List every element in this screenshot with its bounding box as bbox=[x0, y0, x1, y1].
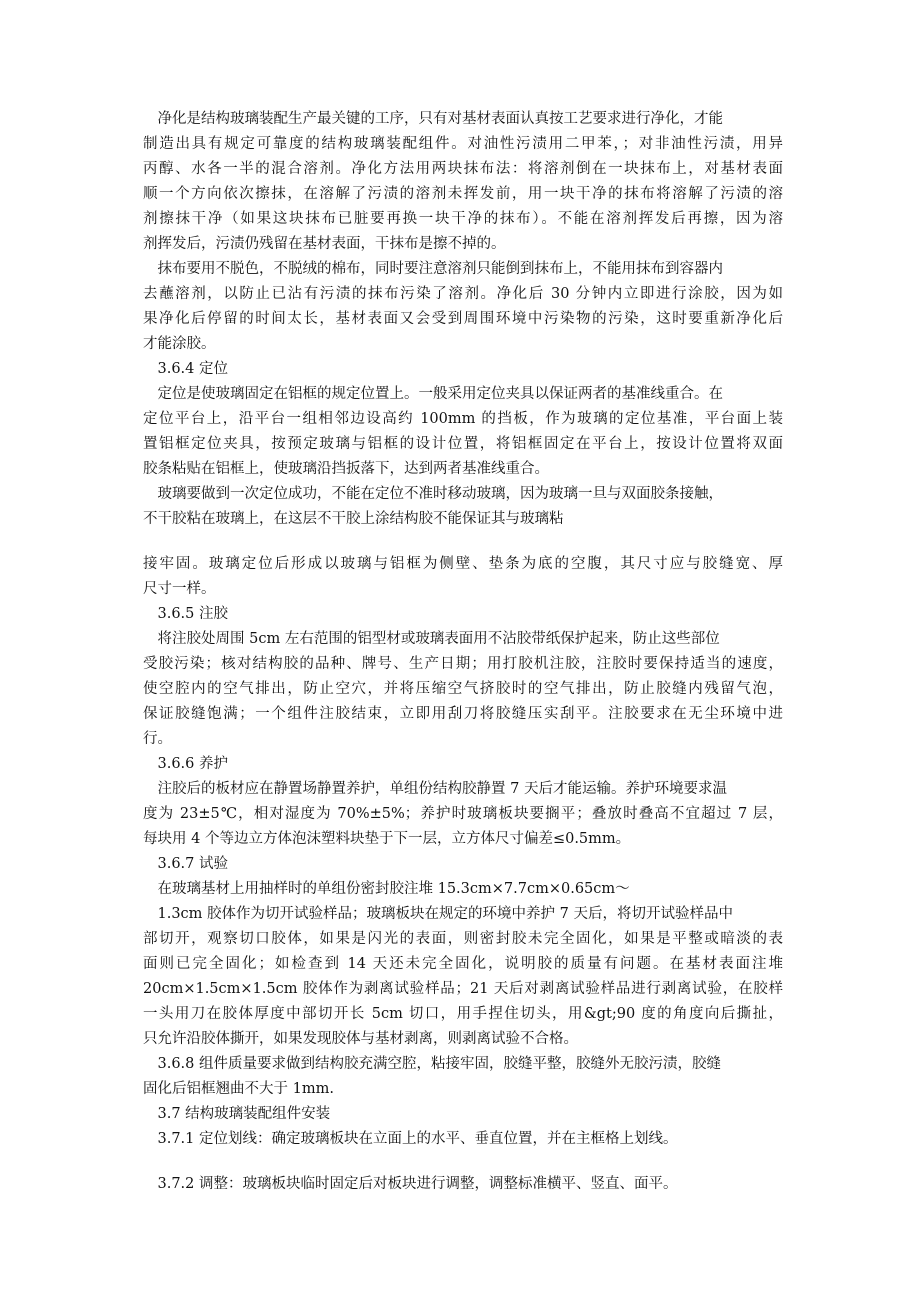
text-line: 1.3cm 胶体作为切开试验样品；玻璃板块在规定的环境中养护 7 天后，将切开试验样品中 bbox=[143, 906, 733, 922]
section-heading: 3.7 结构玻璃装配组件安装 bbox=[143, 1106, 331, 1122]
text-line: 抹布要用不脱色，不脱绒的棉布，同时要注意溶剂只能倒到抹布上，不能用抹布到容器内 bbox=[143, 261, 723, 277]
text-line: 定位是使玻璃固定在铝框的规定位置上。一般采用定位夹具以保证两者的基准线重合。在 bbox=[143, 386, 723, 402]
section-heading: 3.6.4 定位 bbox=[143, 361, 229, 377]
text-line: 置铝框定位夹具，按预定玻璃与铝框的设计位置，将铝框固定在平台上，按设计位置将双面 bbox=[143, 436, 783, 452]
text-line: 只允许沿胶体撕开，如果发现胶体与基材剥离，则剥离试验不合格。 bbox=[143, 1031, 578, 1047]
text-line: 胶条粘贴在铝框上，使玻璃沿挡扳落下，达到两者基准线重合。 bbox=[143, 461, 549, 477]
text-line: 净化是结构玻璃装配生产最关键的工序，只有对基材表面认真按工艺要求进行净化，才能 bbox=[143, 111, 723, 127]
text-line: 面则已完全固化；如检查到 14 天还未完全固化，说明胶的质量有问题。在基材表面注堆 bbox=[143, 956, 783, 972]
section-heading: 3.6.7 试验 bbox=[143, 856, 229, 872]
text-line: 才能涂胶。 bbox=[143, 336, 216, 352]
text-line: 在玻璃基材上用抽样时的单组份密封胶注堆 15.3cm×7.7cm×0.65cm～ bbox=[143, 881, 630, 897]
text-line: 度为 23±5℃，相对湿度为 70%±5%；养护时玻璃板块要搁平；叠放时叠高不宜超过 7 层， bbox=[143, 806, 783, 822]
section-heading: 3.6.6 养护 bbox=[143, 756, 229, 772]
text-line: 定位平台上，沿平台一组相邻边设高约 100mm 的挡板，作为玻璃的定位基准，平台面上装 bbox=[143, 411, 783, 427]
text-line: 果净化后停留的时间太长，基材表面又会受到周围环境中污染物的污染，这时要重新净化后 bbox=[143, 311, 783, 327]
section-heading: 3.6.8 组件质量要求做到结构胶充满空腔，粘接牢固，胶缝平整，胶缝外无胶污渍，胶缝 bbox=[143, 1056, 721, 1072]
text-line: 接牢固。玻璃定位后形成以玻璃与铝框为侧壁、垫条为底的空腹，其尺寸应与胶缝宽、厚 bbox=[143, 556, 783, 572]
text-line: 3.7.1 定位划线：确定玻璃板块在立面上的水平、垂直位置，并在主框格上划线。 bbox=[143, 1131, 678, 1147]
text-line: 制造出具有规定可靠度的结构玻璃装配组件。对油性污渍用二甲苯，；对非油性污渍，用异 bbox=[143, 136, 783, 152]
text-line: 玻璃要做到一次定位成功，不能在定位不准时移动玻璃，因为玻璃一旦与双面胶条接触， bbox=[143, 486, 723, 502]
text-line: 20cm×1.5cm×1.5cm 胶体作为剥离试验样品；21 天后对剥离试验样品进行剥离试验，在胶样 bbox=[143, 981, 783, 997]
text-line: 使空腔内的空气排出，防止空穴，并将压缩空气挤胶时的空气排出，防止胶缝内残留气泡， bbox=[143, 681, 783, 697]
section-heading: 3.6.5 注胶 bbox=[143, 606, 229, 622]
text-line: 将注胶处周围 5cm 左右范围的铝型材或玻璃表面用不沾胶带纸保护起来，防止这些部位 bbox=[143, 631, 720, 647]
text-line: 丙醇、水各一半的混合溶剂。净化方法用两块抹布法：将溶剂倒在一块抹布上，对基材表面 bbox=[143, 161, 783, 177]
text-line: 保证胶缝饱满；一个组件注胶结束，立即用刮刀将胶缝压实刮平。注胶要求在无尘环境中进 bbox=[143, 706, 783, 722]
text-line: 行。 bbox=[143, 731, 172, 747]
text-line: 顺一个方向依次擦抹，在溶解了污渍的溶剂未挥发前，用一块干净的抹布将溶解了污渍的溶 bbox=[143, 186, 783, 202]
text-line: 受胶污染；核对结构胶的品种、牌号、生产日期；用打胶机注胶，注胶时要保持适当的速度， bbox=[143, 656, 783, 672]
text-line: 不干胶粘在玻璃上，在这层不干胶上涂结构胶不能保证其与玻璃粘 bbox=[143, 511, 564, 527]
text-line: 部切开，观察切口胶体，如果是闪光的表面，则密封胶未完全固化，如果是平整或暗淡的表 bbox=[143, 931, 783, 947]
text-line: 注胶后的板材应在静置场静置养护，单组份结构胶静置 7 天后才能运输。养护环境要求温 bbox=[143, 781, 727, 797]
text-line: 一头用刀在胶体厚度中部切开长 5cm 切口，用手捏住切头，用&gt;90 度的角度向后撕扯， bbox=[143, 1006, 783, 1022]
text-line: 剂挥发后，污渍仍残留在基材表面，干抹布是擦不掉的。 bbox=[143, 236, 506, 252]
text-line: 固化后铝框翘曲不大于 1mm. bbox=[143, 1081, 334, 1097]
text-line: 剂擦抹干净（如果这块抹布已脏要再换一块干净的抹布）。不能在溶剂挥发后再擦，因为溶 bbox=[143, 211, 783, 227]
text-line: 每块用 4 个等边立方体泡沫塑料块垫于下一层，立方体尺寸偏差≤0.5mm。 bbox=[143, 831, 631, 847]
text-line: 3.7.2 调整：玻璃板块临时固定后对板块进行调整，调整标准横平、竖直、面平。 bbox=[143, 1176, 678, 1192]
text-line: 尺寸一样。 bbox=[143, 581, 216, 597]
text-line: 去蘸溶剂，以防止已沾有污渍的抹布污染了溶剂。净化后 30 分钟内立即进行涂胶，因为如 bbox=[143, 286, 783, 302]
